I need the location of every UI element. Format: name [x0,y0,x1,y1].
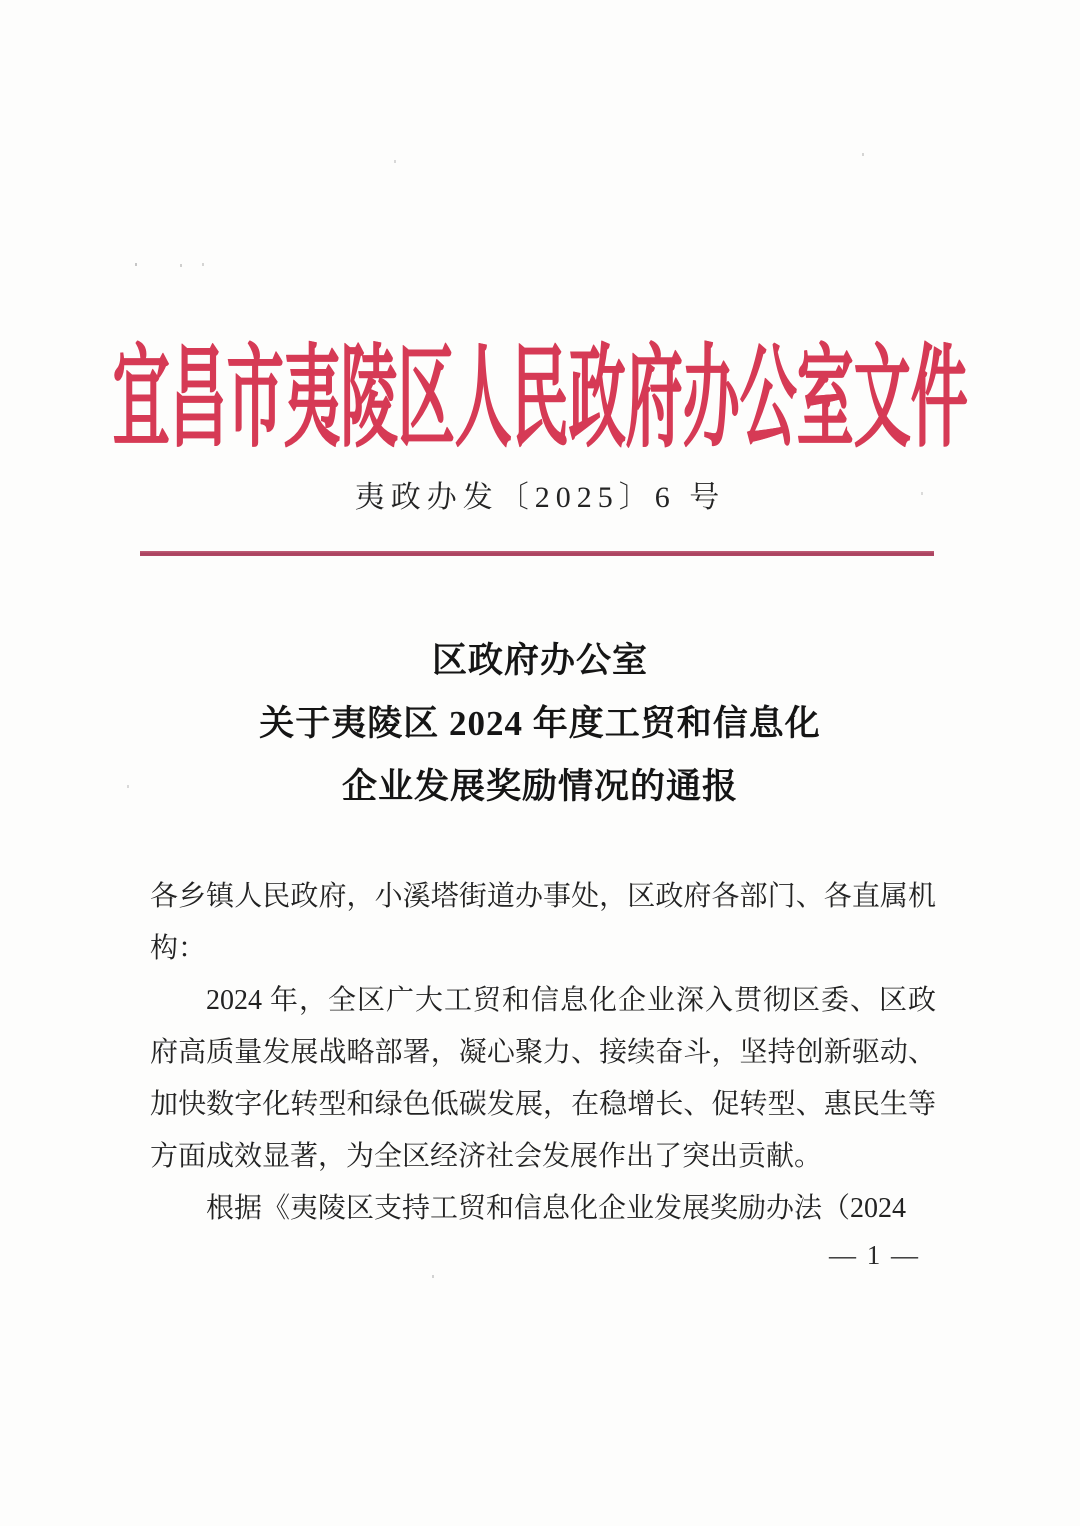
document-title-line-1: 区政府办公室 [431,641,648,680]
page-number: — 1 — [829,1240,920,1270]
scan-speckles [135,263,137,266]
red-letterhead-title: 宜昌市夷陵区人民政府办公室文件 [112,338,968,462]
body-paragraph-salutation: 各乡镇人民政府，小溪塔街道办事处，区政府各部门、各直属机构： [150,881,936,964]
document-number: 夷政办发〔2025〕6 号 [354,481,726,514]
red-separator-line [140,551,934,556]
document-title-line-2: 关于夷陵区 2024 年度工贸和信息化 [259,704,821,743]
document-title-line-3: 企业发展奖励情况的通报 [341,767,738,806]
body-paragraph-basis: 根据《夷陵区支持工贸和信息化企业发展奖励办法（2024 [206,1193,907,1224]
document-title [0,629,1080,818]
document-body [150,871,936,1235]
body-paragraph-overview: 2024 年，全区广大工贸和信息化企业深入贯彻区委、区政府高质量发展战略部署，凝心聚力、接续奋斗，坚持创新驱动、加快数字化转型和绿色低碳发展，在稳增长、促转型、惠民生等方面成效显著，为全区经济社会发展作出了突出贡献。 [150,985,936,1172]
